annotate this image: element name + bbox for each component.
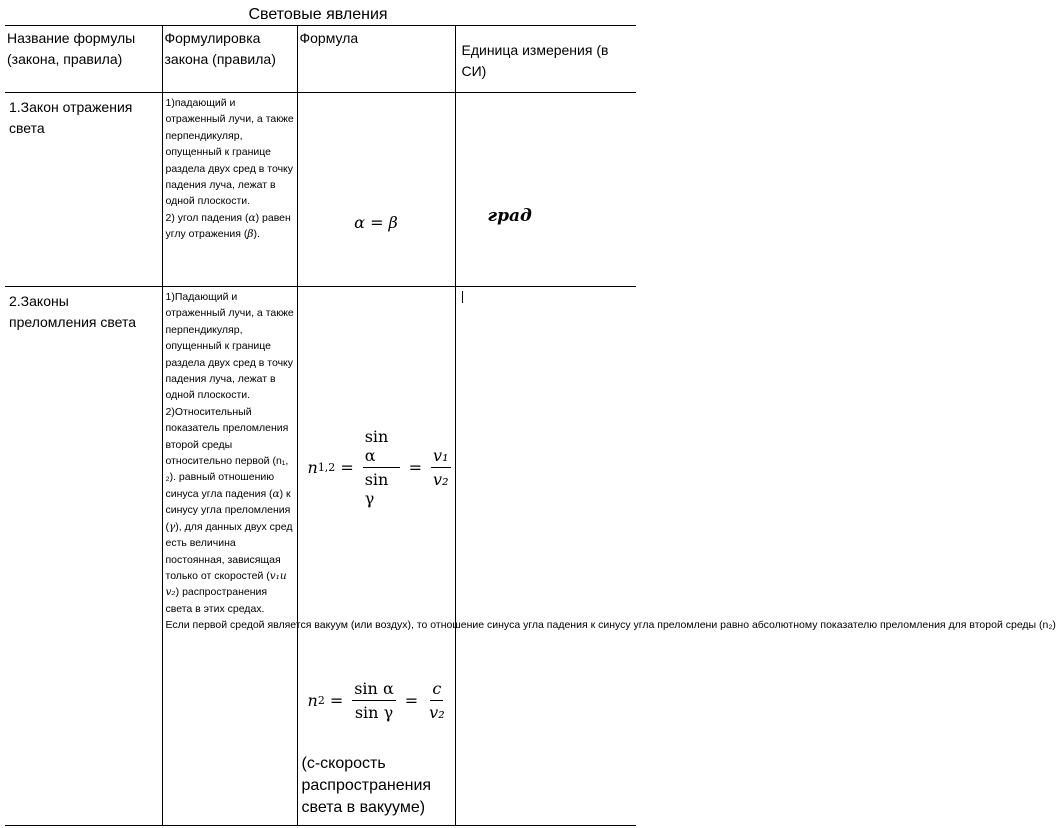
refraction-formula-relative: n 1,2 = $\frac{\text{sin α}}{\text{sin γ}}$ = $\frac{\text{v₁}}{\text{v₂}}$ [307,427,449,508]
statement-part: Если первой средой является вакуум (или воздух), то отношение синуса угла падения к синусу угла преломлени равно абсолютному показателю преломления для второй среды (n₂) [165,619,1056,632]
page-title: Световые явления [248,6,388,23]
header-unit: Единица измерения (в СИ) [455,26,636,93]
formula-cell [297,93,455,287]
unit-cell [455,93,636,287]
statement-part: 1)Падающий и отраженный лучи, а также перпендикуляр, опущенный к границе раздела двух сред в точку падения луча, лежат в одной плоскости. [165,291,294,402]
law-name: 1.Закон отражения света [5,93,162,287]
statement-part: 2) угол падения (α) равен углу отражения (β). [165,211,291,241]
header-name: Название формулы (закона, правила) [5,26,162,93]
unit-cell[interactable] [455,287,636,826]
table-row [5,93,636,287]
text-cursor [462,291,463,303]
unit-value: град [487,206,532,226]
header-statement: Формулировка закона (правила) [162,26,297,93]
reflection-formula: α = β [354,213,398,232]
law-statement [162,93,297,287]
physics-table [5,25,1056,826]
law-name: 2.Законы преломления света [5,287,162,826]
refraction-formula-absolute: n 2 = $\frac{\text{sin α}}{\text{sin γ}}$ = $\frac{c}{\text{v₂}}$ [307,679,445,722]
table-row [5,287,636,826]
statement-part: 1)падающий и отраженный лучи, а также перпендикуляр, опущенный к границе раздела двух сред в точку падения луча, лежат в одной плоскости. [165,97,294,208]
formula-cell [297,287,455,826]
speed-of-light-note: (с-скорость распространения света в вакууме) [301,755,432,816]
header-formula: Формула [297,26,455,93]
header-row [5,26,636,93]
statement-part: 2)Относительный показатель преломления второй среды относительно первой (n₁, ₂). равный отношению синуса угла падения (α) к синусу угла преломления (γ), для данных двух сред есть величина постоянная, зависящая только от скоростей (v₁и v₂) распространения света в этих средах. [165,405,293,615]
